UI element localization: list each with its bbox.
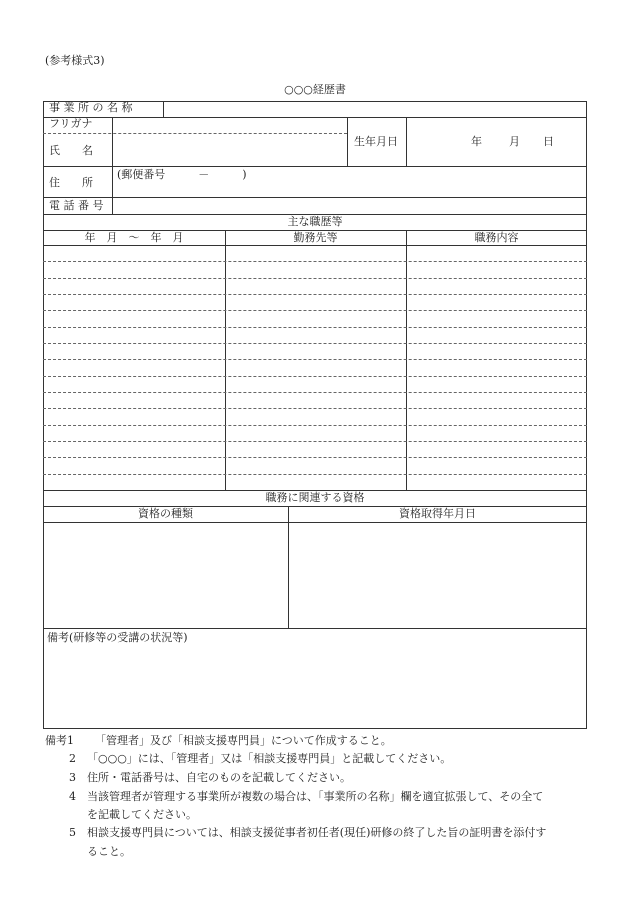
dob-day: 日 [543,135,554,148]
note-prefix: 備考1 [45,734,74,747]
office-name-label: 事 業 所 の 名 称 [49,101,133,114]
note-5-line2: ること。 [87,845,131,858]
address-label: 住 所 [49,176,93,189]
dob-label: 生年月日 [354,135,398,148]
career-duties-header: 職務内容 [474,231,519,244]
name-field[interactable] [113,118,346,166]
career-row-separator [43,310,587,311]
note-num-3: 3 [69,771,76,784]
postal-code: (郵便番号 － ) [117,168,247,181]
phone-label: 電 話 番 号 [49,199,104,212]
qualification-type-header: 資格の種類 [138,507,193,520]
career-row-separator [43,359,587,360]
divider [406,230,407,490]
career-row-separator [43,474,587,475]
career-period-header: 年 月 ～ 年 月 [84,231,184,244]
divider [225,230,226,490]
furigana-label: フリガナ [49,117,93,130]
note-4-line1: 当該管理者が管理する事業所が複数の場合は、「事業所の名称」欄を適宜拡張して、その全て [87,790,544,803]
career-row-separator [43,392,587,393]
office-name-field[interactable] [164,101,586,117]
document-title: ○○○経歴書 [284,83,346,96]
career-row-separator [43,441,587,442]
qualification-date-header: 資格取得年月日 [399,507,476,520]
dob-field[interactable] [407,118,586,166]
qualification-type-field[interactable] [44,523,287,627]
divider [43,245,587,246]
address-field[interactable] [113,167,586,197]
career-row-separator [43,376,587,377]
note-num-5: 5 [69,826,76,839]
career-row-separator [43,294,587,295]
dob-year: 年 [471,135,482,148]
career-row-separator [43,327,587,328]
name-label: 氏 名 [49,144,93,157]
career-employer-header: 勤務先等 [293,231,338,244]
remarks-field[interactable] [44,646,586,728]
note-1: 「管理者」及び「相談支援専門員」について作成すること。 [95,734,392,747]
divider [43,628,587,629]
career-row-separator [43,408,587,409]
phone-field[interactable] [113,198,586,214]
remarks-label: 備考(研修等の受講の状況等) [47,631,188,644]
career-row-separator [43,261,587,262]
note-num-2: 2 [69,752,76,765]
career-row-separator [43,457,587,458]
note-num-4: 4 [69,790,76,803]
qualification-date-field[interactable] [289,523,586,627]
career-row-separator [43,343,587,344]
qualifications-heading: 職務に関連する資格 [265,491,365,504]
note-5-line1: 相談支援専門員については、相談支援従事者初任者(現任)研修の終了した旨の証明書を添付す [87,826,547,839]
career-row-separator [43,425,587,426]
dob-month: 月 [509,135,520,148]
form-label: (参考様式3) [45,54,105,67]
note-4-line2: を記載してください。 [87,808,197,821]
note-3: 住所・電話番号は、自宅のものを記載してください。 [87,771,351,784]
note-2: 「○○○」には、「管理者」又は「相談支援専門員」と記載してください。 [87,752,452,765]
divider [347,117,348,166]
career-heading: 主な職歴等 [287,215,343,228]
career-row-separator [43,278,587,279]
